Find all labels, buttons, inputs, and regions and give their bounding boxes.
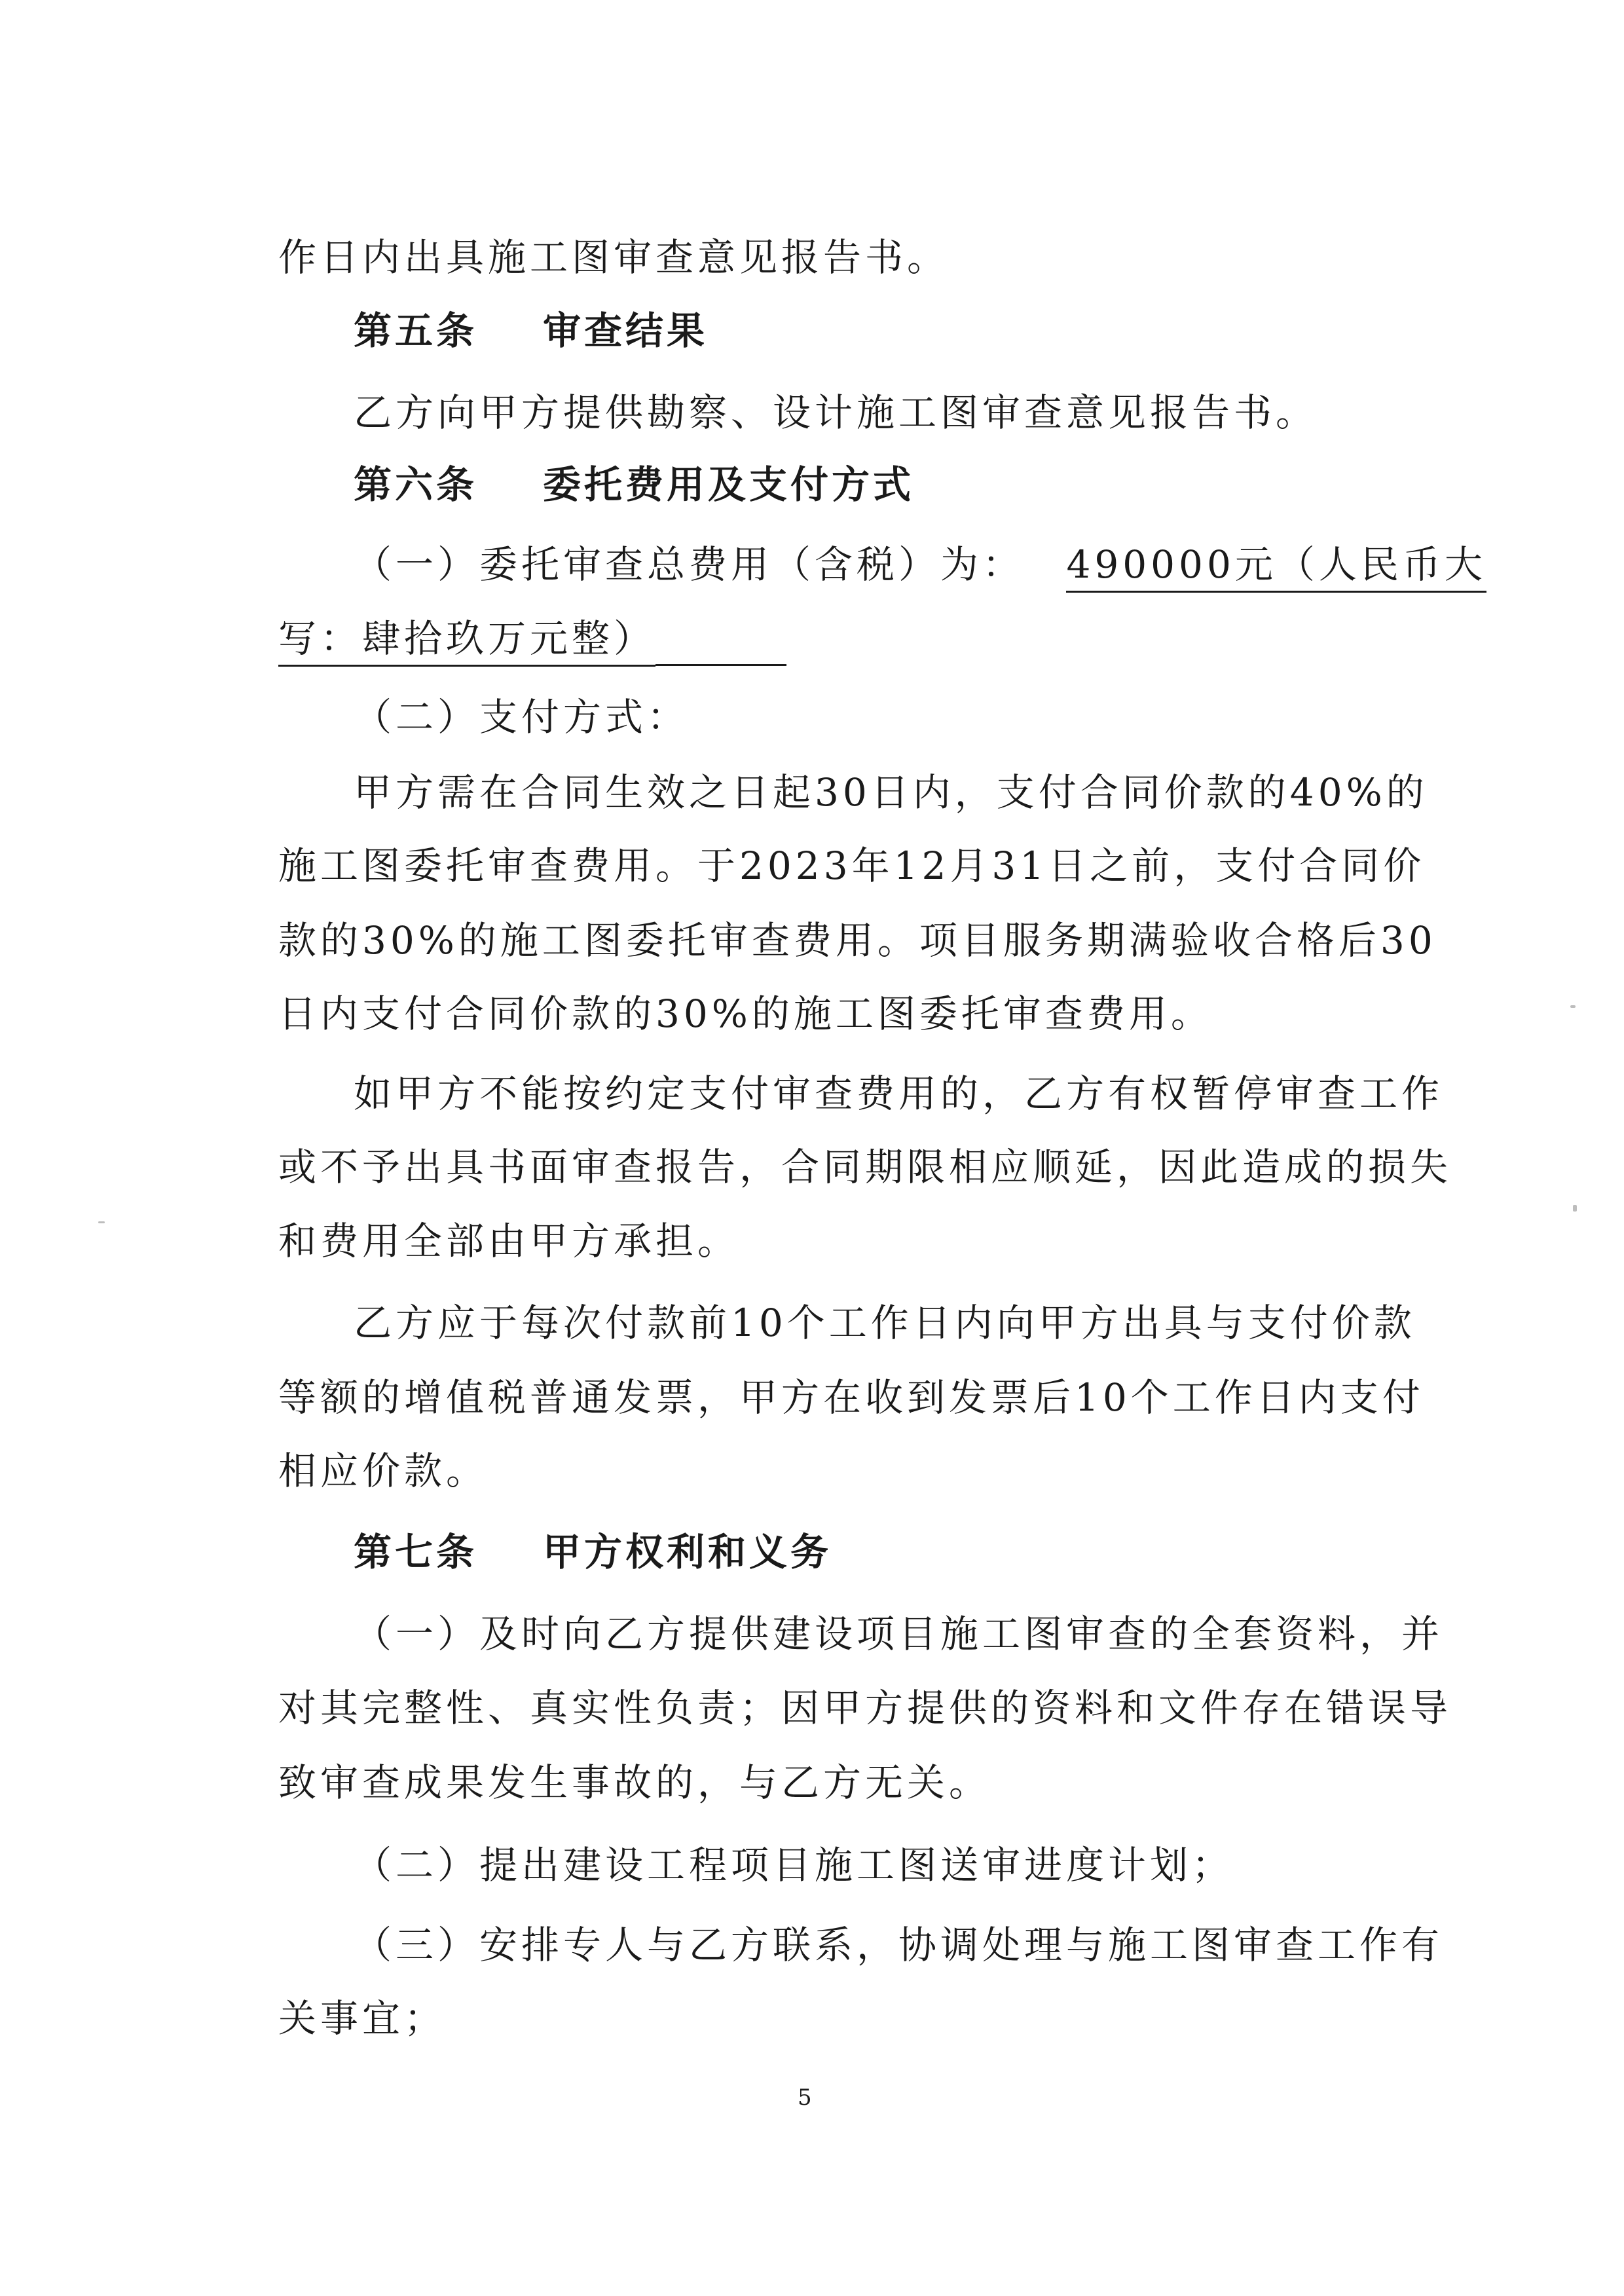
paragraph-line: 和费用全部由甲方承担。 [278, 1219, 740, 1263]
article-title: 甲方权利和义务 [543, 1530, 832, 1574]
fee-label: （一）委托审查总费用（含税）为： [354, 542, 1025, 587]
article-heading [354, 305, 708, 357]
article-heading [354, 458, 914, 511]
paragraph-line: 或不予出具书面审查报告，合同期限相应顺延，因此造成的损失 [278, 1145, 1452, 1189]
paragraph-line: 对其完整性、真实性负责；因甲方提供的资料和文件存在错误导 [278, 1686, 1452, 1730]
paragraph-line: 等额的增值税普通发票，甲方在收到发票后10个工作日内支付 [278, 1375, 1424, 1420]
fill-underline [655, 627, 786, 666]
paragraph-line: 相应价款。 [278, 1449, 489, 1493]
fee-amount-words: 写：肆拾玖万元整） [278, 616, 655, 667]
paragraph-line: 乙方向甲方提供勘察、设计施工图审查意见报告书。 [354, 390, 1318, 435]
article-title: 委托费用及支付方式 [543, 462, 915, 507]
article-number: 第六条 [354, 462, 478, 507]
fee-amount: 490000元（人民币大 [1066, 542, 1486, 593]
paragraph-line [354, 538, 1486, 591]
article-number: 第五条 [354, 308, 478, 353]
paragraph-line: 乙方应于每次付款前10个工作日内向甲方出具与支付价款 [354, 1301, 1416, 1345]
paragraph-line: 作日内出具施工图审查意见报告书。 [278, 235, 950, 280]
paragraph-line: 日内支付合同价款的30%的施工图委托审查费用。 [278, 991, 1213, 1036]
paragraph-line: 甲方需在合同生效之日起30日内，支付合同价款的40%的 [354, 770, 1428, 815]
scan-speck [1573, 1205, 1577, 1212]
paragraph-line: 关事宜； [278, 1996, 447, 2041]
article-number: 第七条 [354, 1530, 478, 1574]
paragraph-line [278, 612, 786, 666]
paragraph-line: 款的30%的施工图委托审查费用。项目服务期满验收合格后30 [278, 918, 1437, 963]
article-heading [354, 1526, 832, 1578]
paragraph-line: （二）提出建设工程项目施工图送审进度计划； [354, 1843, 1234, 1887]
paragraph-line: （三）安排专人与乙方联系，协调处理与施工图审查工作有 [354, 1923, 1444, 1967]
paragraph-line: 致审查成果发生事故的，与乙方无关。 [278, 1760, 991, 1805]
paragraph-line: 如甲方不能按约定支付审查费用的，乙方有权暂停审查工作 [354, 1071, 1444, 1116]
paragraph-line: 施工图委托审查费用。于2023年12月31日之前，支付合同价 [278, 843, 1426, 888]
article-title: 审查结果 [543, 308, 709, 353]
paragraph-line: （一）及时向乙方提供建设项目施工图审查的全套资料，并 [354, 1612, 1444, 1656]
page-number: 5 [798, 2084, 812, 2111]
scan-speck [1570, 1005, 1576, 1008]
paragraph-line: （二）支付方式： [354, 695, 690, 739]
scan-speck [98, 1221, 105, 1223]
